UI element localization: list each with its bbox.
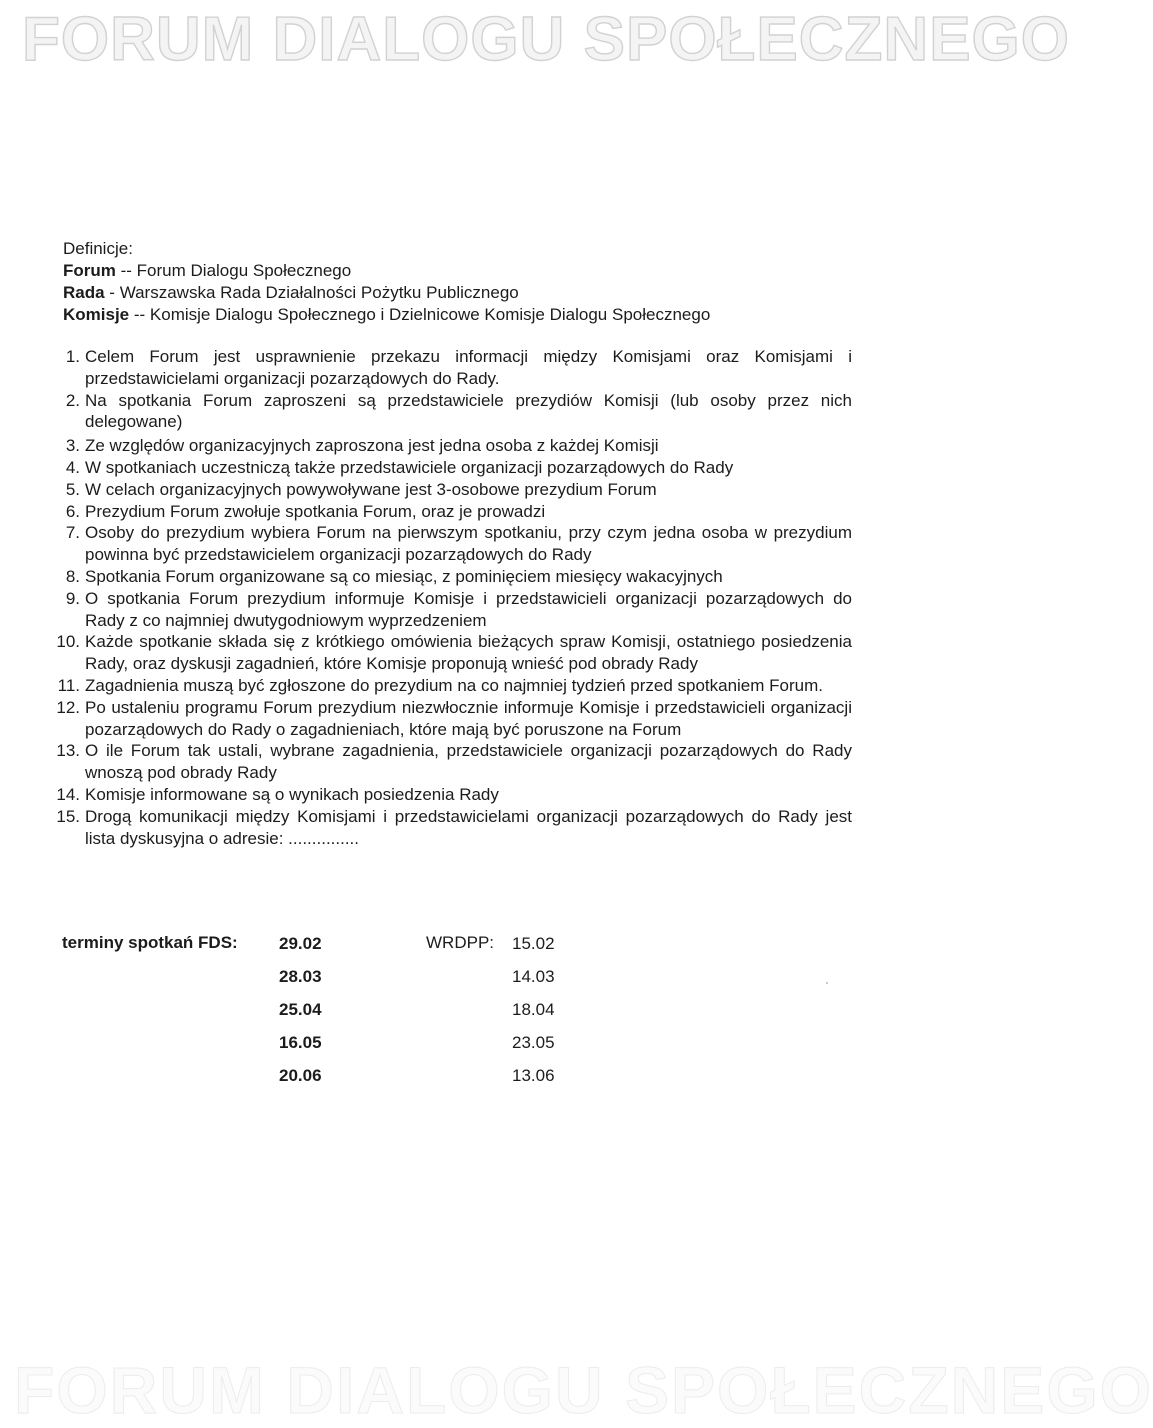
rule-text: Drogą komunikacji między Komisjami i przedstawicielami organizacji pozarządowych do Rady jest lista dyskusyjna o adresie: ............... bbox=[85, 806, 852, 848]
rule-text: Po ustaleniu programu Forum prezydium niezwłocznie informuje Komisje i przedstawicieli organizacji pozarządowych do Rady o zagadnieniach, które mają być poruszone na Forum bbox=[85, 697, 852, 739]
wrdpp-dates-column bbox=[512, 933, 555, 1098]
rule-number: 2. bbox=[65, 390, 80, 410]
rule-text: Na spotkania Forum zaproszeni są przedstawiciele prezydiów Komisji (lub osoby przez nich delegowane) bbox=[85, 390, 852, 432]
fds-dates-column bbox=[279, 933, 322, 1098]
rule-text: Prezydium Forum zwołuje spotkania Forum, oraz je prowadzi bbox=[85, 501, 546, 521]
rule-item bbox=[40, 522, 852, 566]
definition-separator: - bbox=[104, 283, 120, 302]
wrdpp-date: 13.06 bbox=[512, 1066, 555, 1085]
meeting-dates-label: terminy spotkań FDS: bbox=[62, 933, 238, 952]
rule-number: 6. bbox=[65, 501, 80, 521]
wrdpp-date: 15.02 bbox=[512, 934, 555, 953]
definition-forum bbox=[63, 260, 883, 282]
rule-item bbox=[40, 501, 852, 523]
rule-item bbox=[40, 697, 852, 741]
rule-item bbox=[40, 740, 852, 784]
definition-text: Forum Dialogu Społecznego bbox=[136, 261, 352, 280]
wrdpp-date: 23.05 bbox=[512, 1033, 555, 1052]
rule-item bbox=[40, 435, 852, 457]
rule-number: 7. bbox=[65, 523, 80, 543]
fds-date: 16.05 bbox=[279, 1033, 322, 1052]
rule-item bbox=[40, 566, 852, 588]
rule-text: W celach organizacyjnych powywoływane jest 3-osobowe prezydium Forum bbox=[85, 479, 657, 499]
rule-number: 8. bbox=[65, 566, 80, 586]
rule-text: O spotkania Forum prezydium informuje Komisje i przedstawicieli organizacji pozarządowych do Rady z co najmniej dwutygodniowym wyprzedzeniem bbox=[85, 588, 852, 630]
rule-item bbox=[40, 479, 852, 501]
rule-number: 12. bbox=[56, 697, 80, 717]
rule-text: Celem Forum jest usprawnienie przekazu informacji między Komisjami oraz Komisjami i przedstawicielami organizacji pozarządowych do Rady. bbox=[85, 347, 852, 388]
fds-date: 25.04 bbox=[279, 1000, 322, 1019]
rule-text: Spotkania Forum organizowane są co miesiąc, z pominięciem miesięcy wakacyjnych bbox=[85, 566, 723, 586]
fds-date: 20.06 bbox=[279, 1066, 322, 1085]
definition-separator: -- bbox=[115, 261, 137, 280]
rule-item bbox=[40, 784, 852, 806]
rule-item bbox=[40, 588, 852, 632]
rule-number: 11. bbox=[57, 675, 80, 695]
definition-text: Warszawska Rada Działalności Pożytku Publicznego bbox=[119, 283, 519, 302]
rule-number: 10. bbox=[56, 632, 80, 652]
footer-watermark: FORUM DIALOGU SPOŁECZNEGO bbox=[14, 1353, 1153, 1427]
rule-text: Każde spotkanie składa się z krótkiego omówienia bieżących spraw Komisji, ostatniego posiedzenia Rady, oraz dyskusji zagadnień, które Komisje proponują wnieść pod obrady Rady bbox=[85, 632, 852, 674]
rule-number: 4. bbox=[65, 457, 80, 477]
rule-item bbox=[40, 390, 852, 434]
definition-komisje bbox=[63, 304, 883, 326]
definitions-title: Definicje: bbox=[63, 239, 133, 258]
definition-term: Komisje bbox=[63, 305, 130, 324]
fds-date: 28.03 bbox=[279, 967, 322, 986]
definition-term: Forum bbox=[63, 261, 116, 280]
rule-text: O ile Forum tak ustali, wybrane zagadnienia, przedstawiciele organizacji pozarządowych do Rady wnoszą pod obrady Rady bbox=[85, 741, 852, 783]
rule-text: W spotkaniach uczestniczą także przedstawiciele organizacji pozarządowych do Rady bbox=[85, 457, 734, 477]
definition-term: Rada bbox=[63, 283, 105, 302]
rule-number: 14. bbox=[56, 784, 80, 804]
header-watermark: FORUM DIALOGU SPOŁECZNEGO bbox=[22, 5, 1070, 74]
definitions-section bbox=[63, 238, 883, 326]
rule-item bbox=[40, 806, 852, 850]
rule-number: 15. bbox=[56, 806, 80, 826]
rule-number: 13. bbox=[56, 741, 80, 761]
rules-list bbox=[40, 346, 852, 849]
rule-text: Zagadnienia muszą być zgłoszone do prezydium na co najmniej tydzień przed spotkaniem Forum. bbox=[85, 675, 823, 695]
wrdpp-date: 18.04 bbox=[512, 1000, 555, 1019]
rule-number: 5. bbox=[65, 479, 80, 499]
rule-text: Osoby do prezydium wybiera Forum na pierwszym spotkaniu, przy czym jedna osoba w prezydium powinna być przedstawicielem organizacji pozarządowych do Rady bbox=[85, 523, 852, 565]
rule-text: Ze względów organizacyjnych zaproszona jest jedna osoba z każdej Komisji bbox=[85, 436, 659, 456]
wrdpp-label: WRDPP: bbox=[426, 933, 494, 952]
fds-date: 29.02 bbox=[279, 934, 322, 953]
definition-separator: -- bbox=[129, 305, 150, 324]
rule-item bbox=[40, 675, 852, 697]
definition-text: Komisje Dialogu Społecznego i Dzielnicowe Komisje Dialogu Społecznego bbox=[149, 305, 711, 324]
scan-speck bbox=[826, 982, 828, 984]
rule-text: Komisje informowane są o wynikach posiedzenia Rady bbox=[85, 784, 499, 804]
rule-item bbox=[40, 631, 852, 675]
wrdpp-date: 14.03 bbox=[512, 967, 555, 986]
rule-item bbox=[40, 457, 852, 479]
rule-number: 1. bbox=[65, 347, 80, 366]
rule-number: 9. bbox=[65, 588, 80, 608]
definition-rada bbox=[63, 282, 883, 304]
rule-item bbox=[40, 346, 852, 390]
rule-number: 3. bbox=[65, 436, 80, 456]
